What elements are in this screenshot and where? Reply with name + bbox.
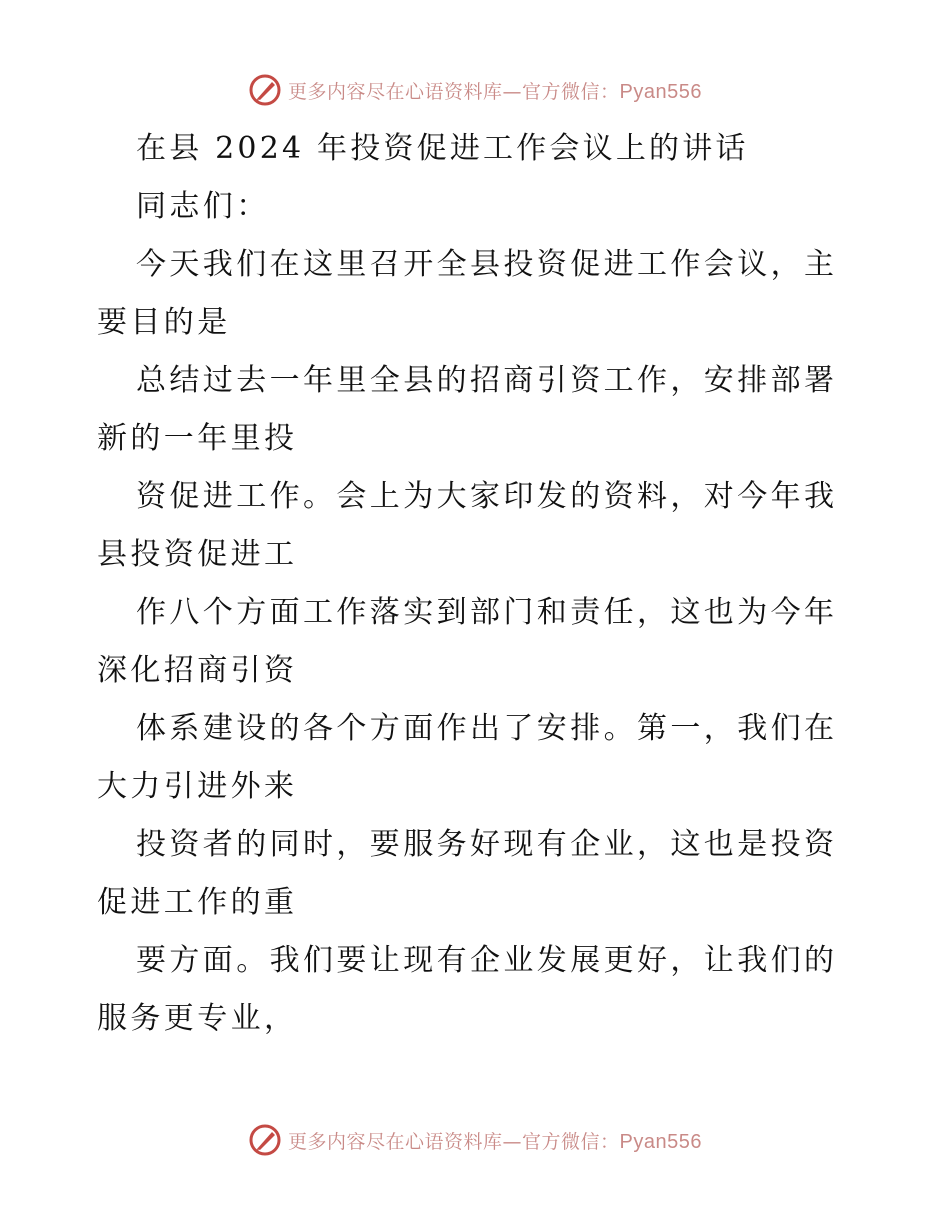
quill-pen-circle-icon xyxy=(248,73,282,107)
paragraph-line: 作八个方面工作落实到部门和责任，这也为今年 xyxy=(136,595,838,630)
paragraph-line: 促进工作的重 xyxy=(97,885,298,920)
salutation: 同志们： xyxy=(136,189,270,224)
paragraph-line: 总结过去一年里全县的招商引资工作，安排部署 xyxy=(136,363,838,398)
paragraph-line: 要目的是 xyxy=(97,305,231,340)
watermark-text: 更多内容尽在心语资料库—官方微信：Pyan556 xyxy=(288,80,702,103)
document-title: 在县 2024 年投资促进工作会议上的讲话 xyxy=(136,131,749,166)
header-watermark xyxy=(0,70,950,110)
paragraph-line: 新的一年里投 xyxy=(97,421,298,456)
paragraph-line: 县投资促进工 xyxy=(97,537,298,572)
watermark-text: 更多内容尽在心语资料库—官方微信：Pyan556 xyxy=(288,1130,702,1153)
paragraph-line: 服务更专业， xyxy=(97,1001,298,1036)
paragraph-line: 体系建设的各个方面作出了安排。第一，我们在 xyxy=(136,711,838,746)
paragraph-line: 投资者的同时，要服务好现有企业，这也是投资 xyxy=(136,827,838,862)
quill-pen-circle-icon xyxy=(248,1123,282,1157)
paragraph-line: 要方面。我们要让现有企业发展更好，让我们的 xyxy=(136,943,838,978)
footer-watermark xyxy=(0,1120,950,1160)
paragraph-line: 大力引进外来 xyxy=(97,769,298,804)
paragraph-line: 今天我们在这里召开全县投资促进工作会议，主 xyxy=(136,247,838,282)
document-body xyxy=(97,120,857,1048)
paragraph-line: 资促进工作。会上为大家印发的资料，对今年我 xyxy=(136,479,838,514)
paragraph-line: 深化招商引资 xyxy=(97,653,298,688)
